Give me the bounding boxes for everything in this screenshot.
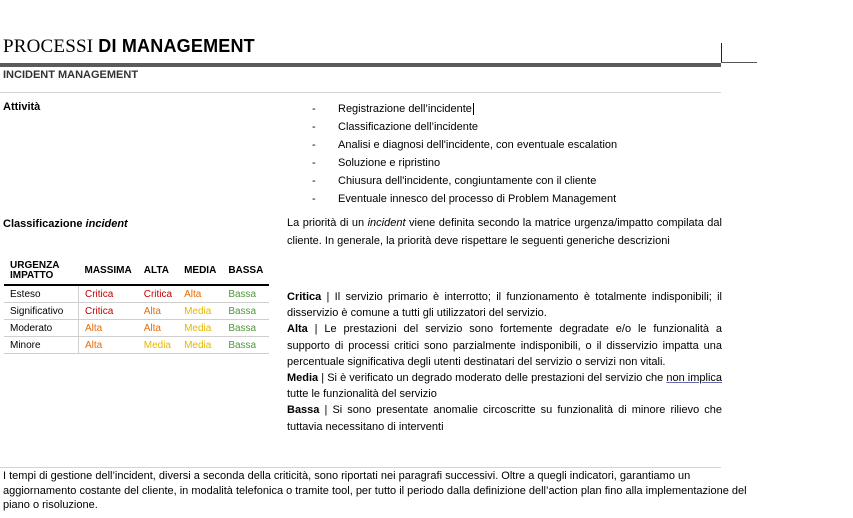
matrix-row-header: Esteso: [4, 285, 79, 303]
attivita-list: [312, 100, 617, 208]
bullet-dash: -: [312, 121, 316, 133]
footer-divider: [0, 467, 721, 468]
matrix-row-header: Moderato: [4, 320, 79, 337]
title-part1: PROCESSI: [3, 36, 99, 57]
list-item: [312, 190, 617, 208]
matrix-column-header: ALTA: [143, 265, 169, 276]
list-item-text: Registrazione dell’incidente: [338, 103, 472, 115]
list-item-text: Chiusura dell'incidente, congiuntamente con il cliente: [338, 175, 597, 187]
footer-paragraph: I tempi di gestione dell’incident, diversi a seconda della criticità, sono riportati nei paragrafi successivi. Oltre a quegli indicatori, garantiamo un aggiornamento costante del cliente, in modalità telefonica o tramite tool, per tutto il periodo dalla definizione dell’action plan fino alla implementazione del piano o risoluzione.: [3, 470, 747, 511]
priority-name: Critica: [287, 291, 322, 303]
list-item: [312, 154, 617, 172]
classificazione-label: [3, 218, 128, 230]
matrix-column-header: MASSIMA: [84, 265, 132, 276]
bullet-dash: -: [312, 193, 316, 205]
matrix-cell: Media: [138, 337, 178, 354]
intro-text-rest: viene definita secondo la matrice urgenza/impatto compilata dal cliente. In generale, la priorità deve rispettare le seguenti generiche descrizioni: [287, 217, 722, 247]
attivita-label: Attività: [3, 101, 41, 113]
section-divider: [0, 92, 721, 93]
priority-name: Bassa: [287, 404, 320, 417]
priority-matrix: [4, 257, 269, 354]
classificazione-label-italic: incident: [85, 218, 128, 230]
document-title: [3, 36, 255, 58]
priority-alta: [287, 321, 722, 370]
bullet-dash: -: [312, 175, 316, 187]
matrix-column-header: BASSA: [228, 265, 264, 276]
priority-bassa: [287, 402, 722, 434]
priority-descriptions: [287, 289, 722, 435]
title-rule: [0, 63, 721, 67]
priority-critica: [287, 289, 722, 321]
matrix-cell: Media: [178, 320, 222, 337]
priority-text: | Si sono presentate anomalie circoscritte su funzionalità di minore rilievo che tuttavia necessitano di interventi: [287, 404, 722, 433]
matrix-cell: Critica: [138, 285, 178, 303]
matrix-cell: Critica: [79, 303, 138, 320]
matrix-cell: Media: [178, 303, 222, 320]
table-row: [4, 320, 269, 337]
priority-name: Media: [287, 372, 319, 385]
text-cursor: [473, 103, 474, 115]
table-row: [4, 303, 269, 320]
list-item-text: Soluzione e ripristino: [338, 157, 441, 169]
priority-text: | Il servizio primario è interrotto; il funzionamento è totalmente indisponibili; il disservizio è comune a tutti gli utilizzatori del servizio.: [287, 291, 722, 320]
bullet-dash: -: [312, 139, 316, 151]
priority-text-underlined: non implica: [666, 372, 722, 385]
matrix-cell: Alta: [138, 303, 178, 320]
matrix-cell: Bassa: [222, 303, 269, 320]
intro-text: La priorità di un: [287, 217, 368, 229]
priority-text: | Si è verificato un degrado moderato delle prestazioni del servizio che: [318, 372, 667, 385]
priority-media: [287, 370, 722, 402]
matrix-header-row: [4, 257, 269, 285]
header-corner-base: [721, 62, 757, 63]
matrix-row-header: Significativo: [4, 303, 79, 320]
matrix-cell: Bassa: [222, 285, 269, 303]
list-item: [312, 172, 617, 190]
matrix-cell: Alta: [79, 320, 138, 337]
matrix-column-header: MEDIA: [184, 265, 217, 276]
list-item: [312, 118, 617, 136]
list-item-text: Analisi e diagnosi dell'incidente, con eventuale escalation: [338, 139, 618, 151]
priority-name: Alta: [287, 323, 308, 336]
header-corner-mark: [721, 43, 722, 62]
list-item-text: Classificazione dell’incidente: [338, 121, 479, 133]
matrix-cell: Alta: [79, 337, 138, 354]
matrix-cell: Alta: [178, 285, 222, 303]
table-row: [4, 285, 269, 303]
priority-intro: [287, 215, 722, 250]
list-item-text: Eventuale innesco del processo di Problem Management: [338, 193, 617, 205]
matrix-corner: [4, 257, 79, 285]
corner-urgenza: URGENZA: [10, 259, 60, 271]
matrix-row-header: Minore: [4, 337, 79, 354]
title-part2: DI MANAGEMENT: [98, 36, 255, 56]
section-subtitle: INCIDENT MANAGEMENT: [3, 69, 139, 81]
bullet-dash: -: [312, 103, 316, 115]
matrix-cell: Bassa: [222, 320, 269, 337]
matrix-cell: Critica: [79, 285, 138, 303]
priority-text-end: tutte le funzionalità del servizio: [287, 388, 437, 401]
matrix-cell: Alta: [138, 320, 178, 337]
classificazione-label-text: Classificazione: [3, 218, 86, 230]
matrix-cell: Media: [178, 337, 222, 354]
bullet-dash: -: [312, 157, 316, 169]
corner-impatto: IMPATTO: [10, 269, 54, 281]
priority-text: | Le prestazioni del servizio sono fortemente degradate e/o le funzionalità a supporto di processi critici sono parzialmente indisponibili, o il disservizio impatta una percentuale significativa degli utenti destinatari del servizio o servizi non vitali.: [287, 323, 722, 368]
matrix-cell: Bassa: [222, 337, 269, 354]
list-item: [312, 100, 617, 118]
intro-italic: incident: [367, 217, 406, 229]
table-row: [4, 337, 269, 354]
list-item: [312, 136, 617, 154]
